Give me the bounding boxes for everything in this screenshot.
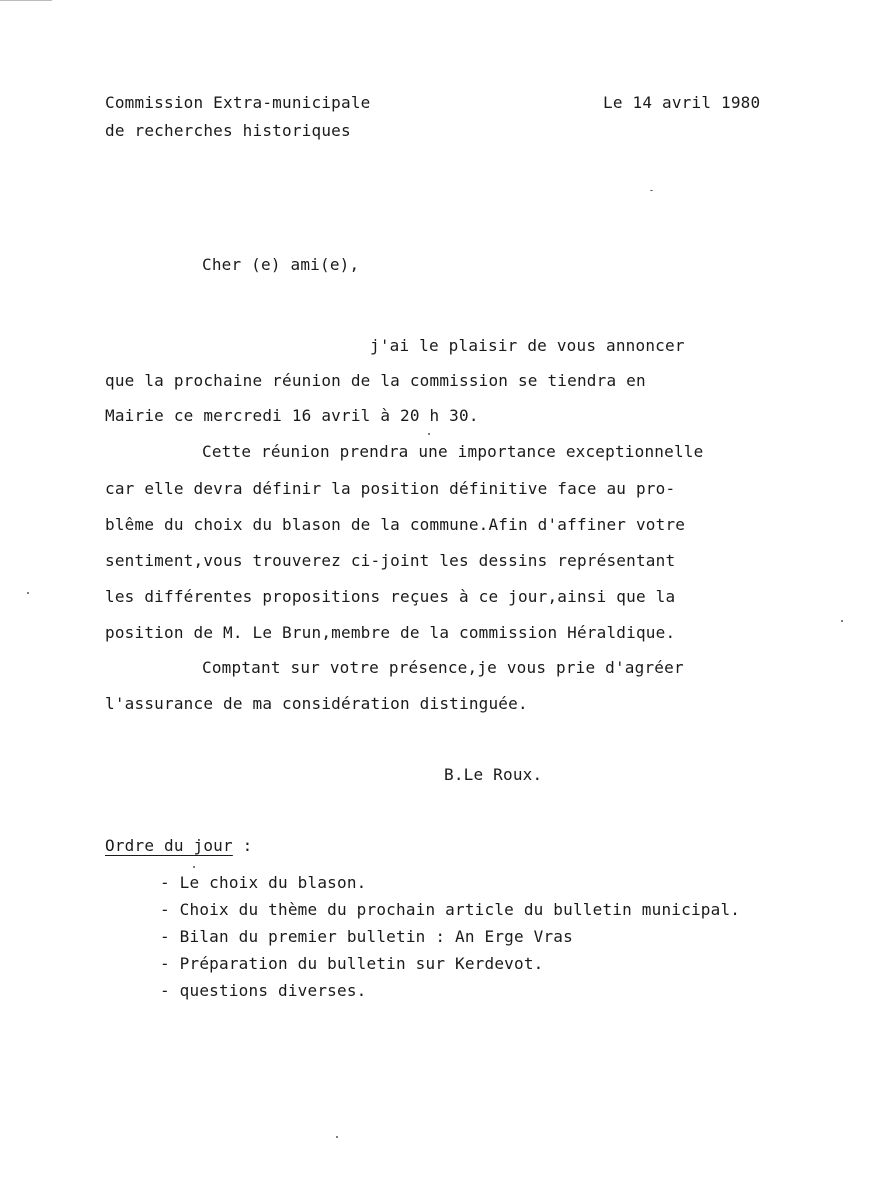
paragraph-2-line-4: sentiment,vous trouverez ci-joint les dessins représentant: [105, 551, 676, 570]
salutation: Cher (e) ami(e),: [202, 255, 360, 274]
agenda-heading-suffix: :: [232, 836, 253, 855]
scan-speck: [336, 1136, 338, 1138]
scan-speck: [650, 190, 653, 191]
paragraph-1-line-3: Mairie ce mercredi 16 avril à 20 h 30.: [105, 406, 479, 425]
paragraph-3-line-2: l'assurance de ma considération distinguée.: [105, 694, 528, 713]
agenda-item: - Choix du thème du prochain article du bulletin municipal.: [160, 900, 741, 919]
scan-speck: [193, 866, 195, 868]
agenda-heading-row: [105, 838, 253, 854]
agenda-item: - Préparation du bulletin sur Kerdevot.: [160, 954, 544, 973]
signature: B.Le Roux.: [444, 765, 543, 784]
paragraph-2-line-5: les différentes propositions reçues à ce jour,ainsi que la: [105, 587, 676, 606]
scan-speck: [428, 433, 430, 435]
paragraph-2-line-2: car elle devra définir la position définitive face au pro-: [105, 479, 676, 498]
paragraph-2-line-1: Cette réunion prendra une importance exceptionnelle: [202, 442, 704, 461]
agenda-item: - Bilan du premier bulletin : An Erge Vras: [160, 927, 573, 946]
letter-date: Le 14 avril 1980: [603, 93, 761, 112]
scan-speck: [841, 620, 843, 622]
paragraph-2-line-3: blême du choix du blason de la commune.Afin d'affiner votre: [105, 515, 686, 534]
paragraph-1-line-2: que la prochaine réunion de la commission se tiendra en: [105, 371, 646, 390]
scan-speck: [27, 592, 29, 594]
sender-line-1: Commission Extra-municipale: [105, 93, 371, 112]
scan-edge-mark: [0, 0, 52, 1]
agenda-item: - questions diverses.: [160, 981, 367, 1000]
agenda-item: - Le choix du blason.: [160, 873, 367, 892]
agenda-heading: Ordre du jour: [105, 836, 233, 855]
sender-line-2: de recherches historiques: [105, 121, 351, 140]
paragraph-1-line-1: j'ai le plaisir de vous annoncer: [370, 336, 685, 355]
paragraph-3-line-1: Comptant sur votre présence,je vous prie d'agréer: [202, 658, 684, 677]
paragraph-2-line-6: position de M. Le Brun,membre de la commission Héraldique.: [105, 623, 676, 642]
